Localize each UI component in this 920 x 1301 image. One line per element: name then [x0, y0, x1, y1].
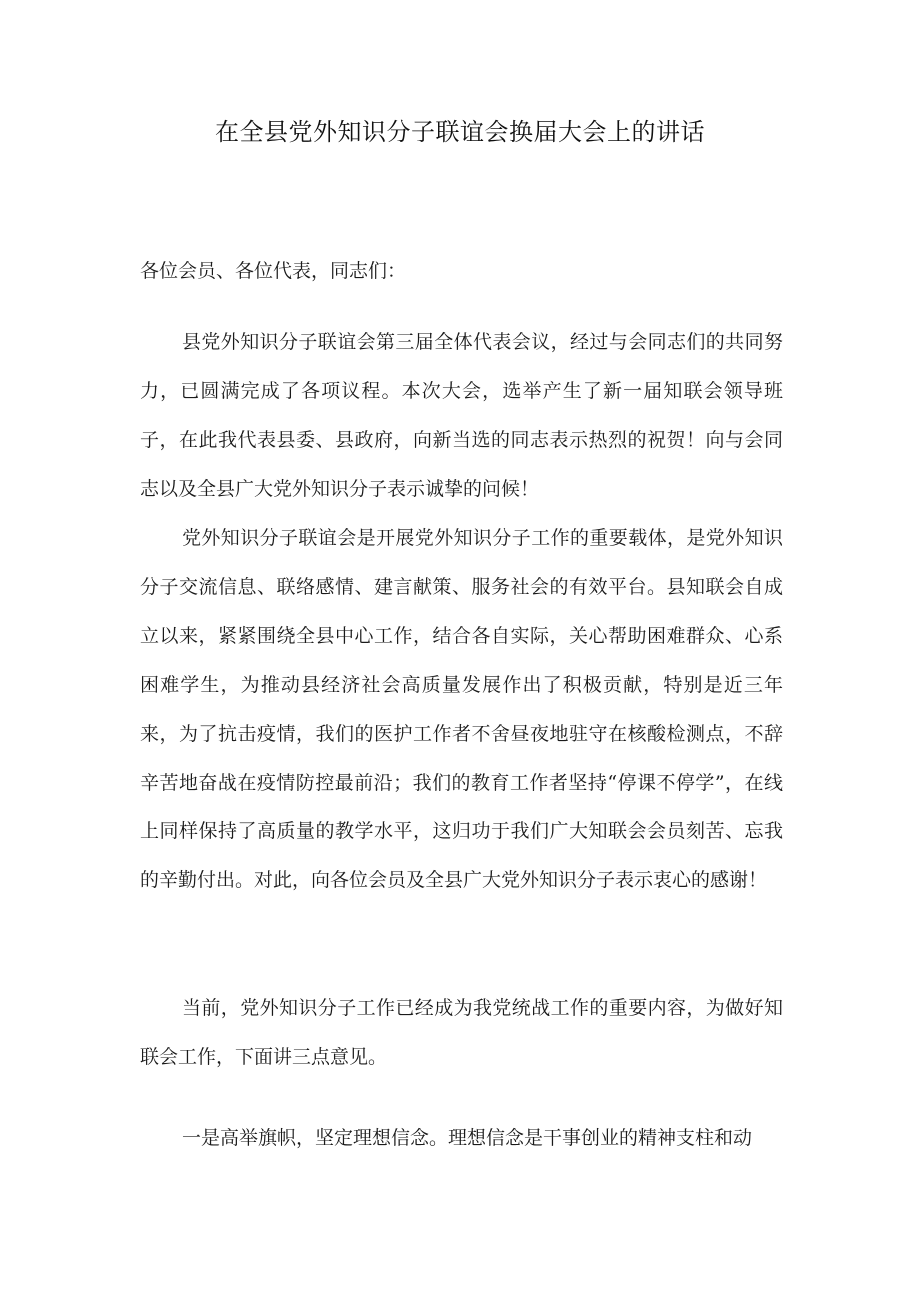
paragraph-2: 党外知识分子联谊会是开展党外知识分子工作的重要载体，是党外知识分子交流信息、联络感情、建言献策、服务社会的有效平台。县知联会自成立以来，紧紧围绕全县中心工作，结合各自实际，关心帮助困难群众、心系困难学生，为推动县经济社会高质量发展作出了积极贡献，特别是近三年来，为了抗击疫情，我们的医护工作者不舍昼夜地驻守在核酸检测点，不辞辛苦地奋战在疫情防控最前沿；我们的教育工作者坚持“停课不停学”，在线上同样保持了高质量的教学水平，这归功于我们广大知联会会员刻苦、忘我的辛勤付出。对此，向各位会员及全县广大党外知识分子表示衷心的感谢！ [140, 527, 783, 892]
salutation: 各位会员、各位代表，同志们： [140, 260, 407, 282]
paragraph-1: 县党外知识分子联谊会第三届全体代表会议，经过与会同志们的共同努力，已圆满完成了各项议程。本次大会，选举产生了新一届知联会领导班子，在此我代表县委、县政府，向新当选的同志表示热烈的祝贺！向与会同志以及全县广大党外知识分子表示诚挚的问候！ [140, 331, 783, 500]
document-title: 在全县党外知识分子联谊会换届大会上的讲话 [215, 118, 705, 146]
paragraph-3: 当前，党外知识分子工作已经成为我党统战工作的重要内容，为做好知联会工作，下面讲三点意见。 [140, 997, 783, 1068]
paragraph-4: 一是高举旗帜，坚定理想信念。理想信念是干事创业的精神支柱和动 [182, 1127, 753, 1149]
